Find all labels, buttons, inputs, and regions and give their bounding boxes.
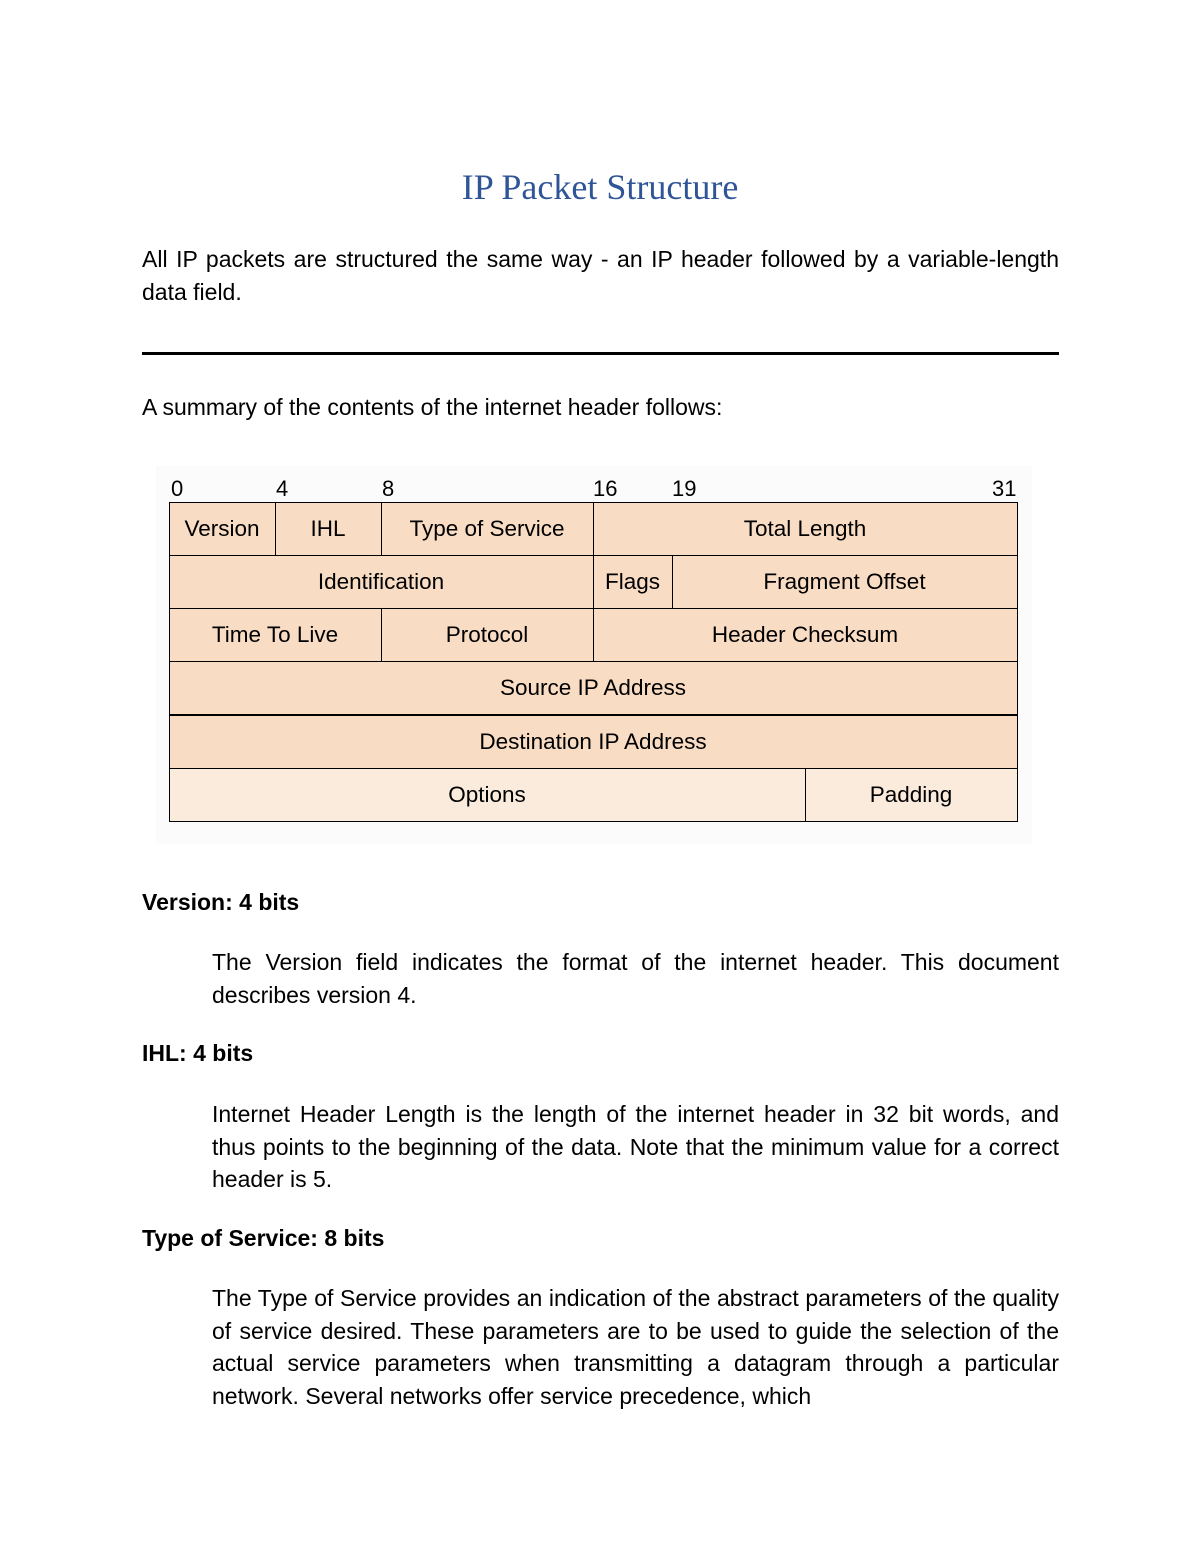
bit-label-4: 4 <box>276 476 289 501</box>
field-options-label: Options <box>448 781 526 807</box>
field-destination-ip-address-label: Destination IP Address <box>479 728 707 754</box>
page-title: IP Packet Structure <box>461 167 739 207</box>
field-protocol-label: Protocol <box>445 621 529 647</box>
horizontal-rule <box>142 352 1059 355</box>
intro-paragraph: All IP packets are structured the same way - an IP header followed by a variable-length data field. <box>142 246 1059 305</box>
ip-header-diagram <box>156 466 1032 844</box>
field-flags <box>593 555 673 609</box>
field-options <box>169 768 806 822</box>
field-type-of-service-label: Type of Service <box>409 515 565 541</box>
bit-label-16: 16 <box>593 476 618 501</box>
field-header-checksum-label: Header Checksum <box>711 621 899 647</box>
bit-label-31: 31 <box>992 476 1017 501</box>
field-padding-label: Padding <box>869 781 953 807</box>
field-version <box>169 502 276 556</box>
field-protocol <box>381 608 594 662</box>
field-time-to-live <box>169 608 382 662</box>
field-total-length-label: Total Length <box>743 515 867 541</box>
field-version-label: Version <box>184 515 260 541</box>
field-source-ip-address-label: Source IP Address <box>500 674 686 700</box>
field-type-of-service <box>381 502 594 556</box>
field-fragment-offset-label: Fragment Offset <box>763 568 926 594</box>
field-flags-label: Flags <box>604 568 661 594</box>
section-text-version: The Version field indicates the format of the internet header. This document describes version 4. <box>212 949 1059 1008</box>
bit-label-8: 8 <box>382 476 395 501</box>
field-ihl-label: IHL <box>310 515 346 541</box>
section-text-type-of-service: The Type of Service provides an indication of the abstract parameters of the quality of service desired. These parameters are to be used to guide the selection of the actual service parameters when transmitting a datagram through a particular network. Several networks offer service precedence, which <box>212 1285 1059 1409</box>
field-fragment-offset <box>672 555 1018 609</box>
section-text-ihl: Internet Header Length is the length of the internet header in 32 bit words, and thus points to the beginning of the data. Note that the minimum value for a correct header is 5. <box>212 1101 1059 1192</box>
field-padding <box>805 768 1018 822</box>
section-heading-version: Version: 4 bits <box>142 889 300 915</box>
field-identification <box>169 555 594 609</box>
bit-label-19: 19 <box>672 476 697 501</box>
section-heading-ihl: IHL: 4 bits <box>142 1040 254 1066</box>
field-total-length <box>593 502 1018 556</box>
field-ihl <box>275 502 382 556</box>
summary-paragraph: A summary of the contents of the internet header follows: <box>142 394 723 420</box>
field-header-checksum <box>593 608 1018 662</box>
section-heading-type-of-service: Type of Service: 8 bits <box>142 1225 385 1251</box>
field-time-to-live-label: Time To Live <box>211 621 339 647</box>
bit-label-0: 0 <box>171 476 184 501</box>
field-source-ip-address <box>169 661 1018 716</box>
field-identification-label: Identification <box>317 568 445 594</box>
field-destination-ip-address <box>169 715 1018 769</box>
